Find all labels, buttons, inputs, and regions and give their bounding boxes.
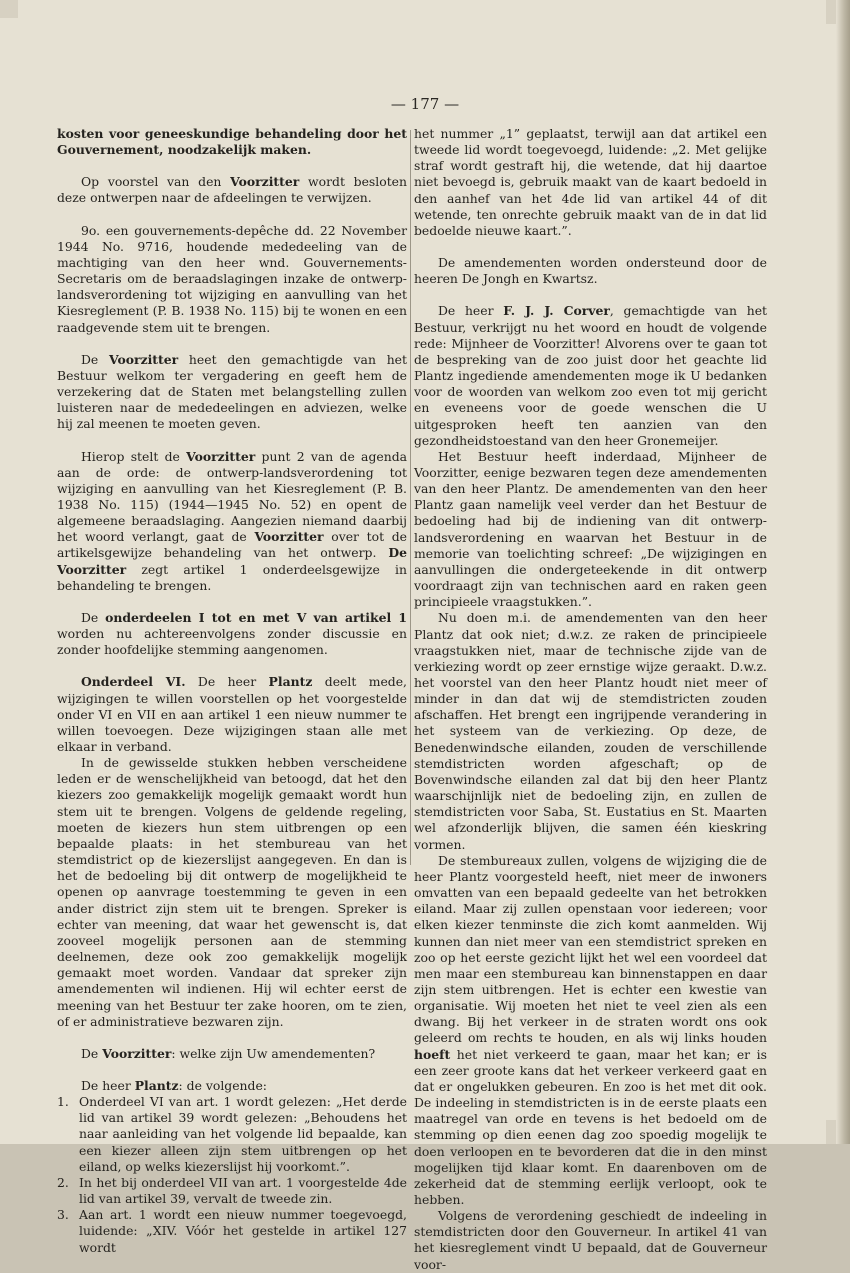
- paragraph: De onderdeelen I tot en met V van artikel 1 worden nu achtereenvolgens zonder discussie en zonder hoofdelijke stemming aangenomen.: [57, 609, 407, 658]
- page-corner: [0, 0, 18, 18]
- right-column: [414, 126, 767, 1273]
- paragraph: De Voorzitter: welke zijn Uw amendementen?: [81, 1045, 376, 1061]
- paragraph: De heer F. J. J. Corver, gemachtigde van het Bestuur, verkrijgt nu het woord en houdt de volgende rede: Mijnheer de Voorzitter! Alvorens over te gaan tot de bespreking van de zoo juist door het geachte lid Plantz ingediende amendementen moge ik U bedanken voor de woorden van welkom zoo even tot mij gericht en eveneens voor de goede wenschen die U uitgesproken heeft ten aanzien van den gezondheidstoestand van den heer Gronemeijer.: [414, 303, 768, 448]
- list-item: 1. Onderdeel VI van art. 1 wordt gelezen: „Het derde lid van artikel 39 wordt gelezen: „Behoudens het naar aanleiding van het volgende lid bepaalde, kan een kiezer alleen zijn stem uitbrengen op het eiland, op welks kiezerslijst hij voorkomt.”.: [57, 1094, 407, 1174]
- paragraph: Hierop stelt de Voorzitter punt 2 van de agenda aan de orde: de ontwerp-landsverordening tot wijziging en aanvulling van het Kiesreglement (P. B. 1938 No. 115) (1944—1945 No. 52) en opent de algemeene beraadslaging. Aangezien niemand daarbij het woord verlangt, gaat de Voorzitter over tot de artikelsgewijze behandeling van het ontwerp. De Voorzitter zegt artikel 1 onderdeelsgewijze in behandeling te brengen.: [57, 448, 408, 593]
- page-number: — 177 —: [390, 95, 460, 113]
- page-edge-shadow: [836, 0, 850, 1144]
- left-column: [57, 126, 407, 1256]
- column-divider: [410, 130, 411, 865]
- list-item: 2. In het bij onderdeel VII van art. 1 voorgestelde 4de lid van artikel 39, vervalt de tweede zin.: [57, 1174, 407, 1207]
- paragraph: Het Bestuur heeft inderdaad, Mijnheer de Voorzitter, eenige bezwaren tegen deze amendementen van den heer Plantz. De amendementen van den heer Plantz gaan namelijk veel verder dan het Bestuur de bedoeling had bij de indiening van dit ontwerp-landsverordening en waarvan het Bestuur in de memorie van toelichting schreef: „De wijzigingen en aanvullingen die ondergeteekende in dit ontwerp voordraagt zijn van technischen aard en raken geen principieele vraagstukken.”.: [414, 448, 767, 610]
- paragraph: Volgens de verordening geschiedt de indeeling in stemdistricten door den Gouverneur. In artikel 41 van het kiesreglement vindt U bepaald, dat de Gouverneur voor-: [414, 1208, 767, 1272]
- paragraph: De Voorzitter heet den gemachtigde van het Bestuur welkom ter vergadering en geeft hem de verzekering dat de Staten met belangstelling zullen luisteren naar de mededeelingen en adviezen, welke hij zal meenen te moeten geven.: [57, 351, 407, 432]
- paragraph: 9o. een gouvernements-depêche dd. 22 November 1944 No. 9716, houdende mededeeling van de machtiging van den heer wnd. Gouvernements-Secretaris om de beraadslagingen inzake de ontwerp-landsverordening tot wijziging en aanvulling van het Kiesreglement (P. B. 1938 No. 115) bij te wonen en een raadgevende stem uit te brengen.: [57, 222, 407, 335]
- paragraph: De stembureaux zullen, volgens de wijziging die de heer Plantz voorgesteld heeft, niet meer de inwoners omvatten van een bepaald gedeelte van het betrokken eiland. Maar zij zullen openstaan voor iedereen; voor elken kiezer tenminste die zich komt aanmelden. Wij kunnen dan niet meer van een stemdistrict spreken en zoo op het eerste gezicht lijkt het wel een voordeel dat men maar een stembureau kan binnenstappen en daar zijn stem uitbrengen. Het is echter een kwestie van organisatie. Wij moeten het niet te veel zien als een dwang. Bij het verkeer in de straten wordt ons ook geleerd om rechts te houden, en als wij links houden hoeft het niet verkeerd te gaan, maar het kan; er is een zeer groote kans dat het verkeer verkeerd gaat en dat er ongelukken gebeuren. En zoo is het met dit ook. De indeeling in stemdistricten is in de eerste plaats een maatregel van orde en tevens is het bedoeld om de stemming op dien eenen dag zoo spoedig mogelijk te doen verloopen en te bevorderen dat die in den minst mogelijken tijd klaar komt. En daarenboven om de zekerheid dat de stemming eerlijk verloopt, ook te hebben.: [414, 852, 767, 1207]
- paragraph: De amendementen worden ondersteund door de heeren De Jongh en Kwartsz.: [414, 255, 767, 287]
- list-item: 3. Aan art. 1 wordt een nieuw nummer toegevoegd, luidende: „XIV. Vóór het gestelde in artikel 127 wordt: [57, 1207, 407, 1255]
- paragraph: Nu doen m.i. de amendementen van den heer Plantz dat ook niet; d.w.z. ze raken de principieele vraagstukken niet, maar de technische zijde van de verkiezing wordt op zeer ernstige wijze geraakt. D.w.z. het voorstel van den heer Plantz houdt niet meer of minder in dan dat wij de stemdistricten zouden afschaffen. Het brengt een ingrijpende verandering in het systeem van de verkiezing. Op deze, de Benedenwindsche eilanden, zouden de verschillende stemdistricten worden afgeschaft; op de Bovenwindsche eilanden zal dat bij den heer Plantz waarschijnlijk niet de bedoeling zijn, en zullen de stemdistricten voor Saba, St. Eustatius en St. Maarten wel afzonderlijk blijven, die samen één kieskring vormen.: [414, 610, 767, 852]
- paragraph: De heer Plantz: de volgende:: [81, 1077, 267, 1093]
- paragraph: In de gewisselde stukken hebben verscheidene leden er de wenschelijkheid van betoogd, dat het den kiezers zoo gemakkelijk mogelijk gemaakt wordt hun stem uit te brengen. Volgens de geldende regeling, moeten de kiezers hun stem uitbrengen op een bepaalde plaats: in het stembureau van het stemdistrict op de kiezerslijst aangegeven. En dan is het de bedoeling bij dit ontwerp de mogelijkheid te openen op aanvrage toestemming te geven in een ander district zijn stem uit te brengen. Spreker is echter van meening, dat waar het gewenscht is, dat zooveel mogelijk personen aan de stemming deelnemen, deze ook zoo gemakkelijk mogelijk gemaakt moet worden. Vandaar dat spreker zijn amendementen wil indienen. Hij wil echter eerst de meening van het Bestuur ter zake hooren, om te zien, of er administratieve bezwaren zijn.: [57, 755, 407, 1029]
- paragraph: Onderdeel VI. De heer Plantz deelt mede, wijzigingen te willen voorstellen op het voorgestelde onder VI en VII en aan artikel 1 een nieuw nummer te willen toevoegen. Deze wijzigingen staan alle met elkaar in verband.: [57, 674, 407, 754]
- paragraph: Op voorstel van den Voorzitter wordt besloten deze ontwerpen naar de afdeelingen te verwijzen.: [57, 174, 407, 206]
- paragraph: kosten voor geneeskundige behandeling door het Gouvernement, noodzakelijk maken.: [57, 126, 407, 158]
- paragraph: het nummer „1” geplaatst, terwijl aan dat artikel een tweede lid wordt toegevoegd, luidende: „2. Met gelijke straf wordt gestraft hij, die wetende, dat hij daartoe niet bevoegd is, gebruik maakt van de kaart bedoeld in den aanhef van het 4de lid van artikel 44 of dit wetende, ten onrechte gebruik maakt van de in dat lid bedoelde nieuwe kaart.”.: [414, 126, 767, 238]
